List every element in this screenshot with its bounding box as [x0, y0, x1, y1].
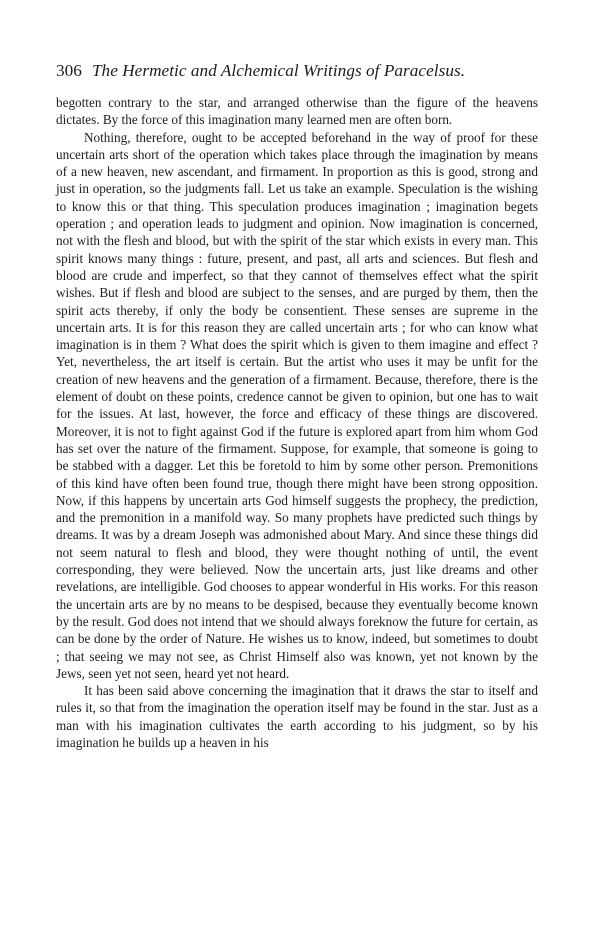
page-header [56, 60, 538, 94]
paragraph-continued: begotten contrary to the star, and arranged otherwise than the figure of the heavens dictates. By the force of this imagination many learned men are often born. [56, 95, 538, 128]
book-page [56, 60, 538, 751]
running-title: The Hermetic and Alchemical Writings of Paracelsus. [91, 61, 466, 80]
page-number: 306 [56, 61, 82, 80]
paragraph-uncertain-arts: Nothing, therefore, ought to be accepted beforehand in the way of proof for these uncertain arts short of the operation which takes place through the imagination by means of a new heaven, new ascendant, and firmament. In proportion as this is good, strong and just in operation, so the judgments fall. Let us take an example. Speculation is the wishing to know this or that thing. This speculation produces imagination ; imagination begets operation ; and operation leads to judgment and opinion. Now imagination is concerned, not with the flesh and blood, but with the spirit of the star which exists in every man. This spirit knows many things : future, present, and past, all arts and sciences. But flesh and blood are crude and imperfect, so that they cannot of themselves effect what the spirit wishes. But if flesh and blood are subject to the senses, and are purged by them, then the spirit acts thereby, if only the body be consentient. These senses are supreme in the uncertain arts. It is for this reason they are called uncertain arts ; for who can know what imagination is in them ? What does the spirit which is given to them imagine and effect ? Yet, nevertheless, the art itself is certain. But the artist who uses it may be unfit for the creation of new heavens and the generation of a firmament. Because, therefore, there is the element of doubt on these points, credence cannot be given to opinion, but one has to wait for the issues. At last, however, the force and efficacy of these things are discovered. Moreover, it is not to fight against God if the future is explored apart from him whom God has set over the nature of the firmament. Suppose, for example, that someone is going to be stabbed with a dagger. Let this be foretold to him by some other person. Premonitions of this kind have often been found true, though there might have been strong opposition. Now, if this happens by uncertain arts God himself suggests the prophecy, the prediction, and the premonition in a manifold way. So many prophets have predicted such things by dreams. It was by a dream Joseph was admonished about Mary. And since these things did not seem natural to flesh and blood, they were thought nothing of until, the event corresponding, they were believed. Now the uncertain arts, just like dreams and other revelations, are intelligible. God chooses to appear wonderful in His works. For this reason the uncertain arts are by no means to be despised, because they eventually become known by the result. God does not intend that we should always foreknow the future for certain, as can be done by the order of Nature. He wishes us to know, indeed, but sometimes to doubt ; that seeing we may not see, as Christ Himself also was known, yet not known by the Jews, seen yet not seen, heard yet not heard. [56, 129, 538, 681]
paragraph-imagination: It has been said above concerning the imagination that it draws the star to itself and rules it, so that from the imagination the operation itself may be found in the star. Just as a man with his imagination cultivates the earth according to his judgment, so by his imagination he builds up a heaven in his [56, 683, 538, 750]
page-body [56, 94, 538, 751]
